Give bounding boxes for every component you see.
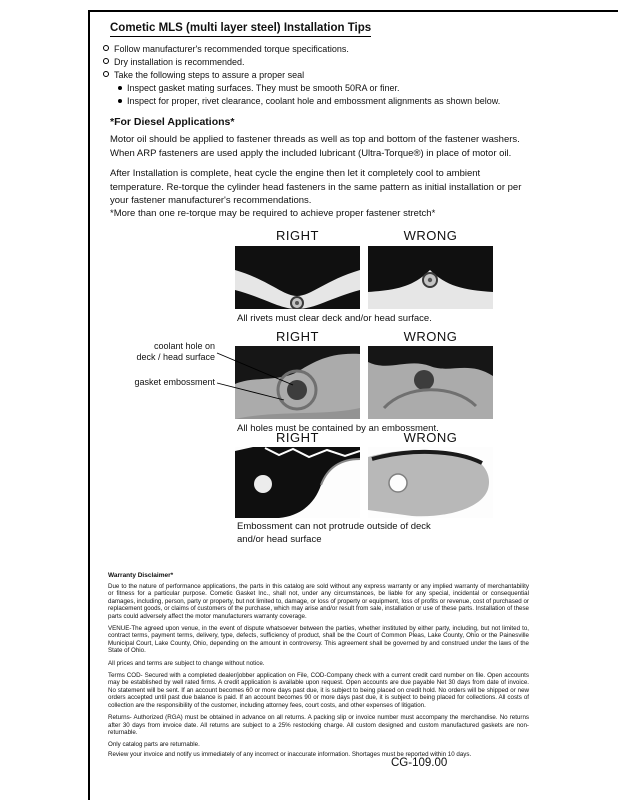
figure-hole-right-image [235, 346, 360, 419]
disclaimer-paragraph: Returns- Authorized (RGA) must be obtained in advance on all returns. A packing slip or invoice number must accompany the merchandise. No returns after 30 days from invoice date. All returns are subject to a 25% restocking charge. All custom designed and custom manufactured gaskets are non-returnable. [108, 714, 529, 736]
diesel-applications-heading: *For Diesel Applications* [110, 116, 235, 128]
diesel-paragraph-2: After Installation is complete, heat cycle the engine then let it completely cool to ambient temperature. Re-torque the cylinder head fasteners in the same pattern as initial installation or per your fastener manufacturer's recommendations. [110, 168, 522, 206]
callout-text: coolant hole on [153, 341, 215, 351]
disclaimer-paragraph: Terms COD- Secured with a completed dealer/jobber application on File, COD-Company check with a current credit card number on file. Open accounts may be established by well rated firms. A credit application is available upon request. Open accounts are due payable Net 30 days from date of invoice. No statement will be sent. If an account becomes 60 or more days past due, it is subject to being placed on credit hold. No orders will be shipped or new orders accepted until past due balance is paid. If an account becomes 90 or more days past due, it is subject to being placed for collections. All costs of collection are the responsibility of the customer, including attorney fees, court costs, and other expenses of litigation. [108, 672, 529, 709]
warranty-disclaimer-heading: Warranty Disclaimer* [108, 572, 174, 579]
figure3-wrong-label: WRONG [403, 430, 458, 445]
disclaimer-paragraph: All prices and terms are subject to change without notice. [108, 659, 265, 667]
figure-hole-wrong-image [368, 346, 493, 419]
disclaimer-paragraph: VENUE-The agreed upon venue, in the event of dispute whatsoever between the parties, whether instituted by either party, including, but not limited to, contract terms, payment terms, delivery, type, defects, sufficiency of product, shall be the Court of Common Pleas, Lake County, Ohio or the Painesville Municipal Court, Lake County, Ohio, depending on the amount in controversy. This agreement shall be governed by and construed under the laws of the State of Ohio. [108, 625, 529, 655]
tip-item [103, 56, 500, 69]
caption-line: Embossment can not protrude outside of deck [237, 521, 431, 532]
tip-subitem [118, 82, 500, 95]
figure1-caption: All rivets must clear deck and/or head surface. [237, 313, 432, 324]
figure-embossment-wrong-image [368, 447, 493, 518]
gasket-embossment-callout [112, 377, 215, 388]
tip-item [103, 69, 500, 82]
hollow-bullet-icon [103, 71, 109, 77]
warranty-disclaimer [108, 572, 529, 763]
diesel-paragraph-1: Motor oil should be applied to fastener threads as well as top and bottom of the fastener washers. When ARP fasteners are used apply the included lubricant (Ultra-Torque®) in place of motor oil. [110, 134, 520, 159]
page-border-left [88, 10, 90, 800]
figure-rivet-right-image [235, 246, 360, 309]
figure3-caption [237, 521, 431, 546]
hollow-bullet-icon [103, 45, 109, 51]
installation-tips-list [103, 43, 500, 108]
filled-bullet-icon [118, 99, 122, 103]
figure-rivet-wrong-image [368, 246, 493, 309]
coolant-hole-callout [112, 341, 215, 363]
tip-text: Inspect gasket mating surfaces. They must be smooth 50RA or finer. [127, 83, 400, 93]
filled-bullet-icon [118, 86, 122, 90]
tip-text: Take the following steps to assure a proper seal [114, 70, 305, 80]
retorque-note: *More than one re-torque may be required to achieve proper fastener stretch* [110, 208, 436, 219]
tip-text: Dry installation is recommended. [114, 57, 245, 67]
tip-text: Follow manufacturer's recommended torque specifications. [114, 44, 349, 54]
tip-text: Inspect for proper, rivet clearance, coolant hole and embossment alignments as shown below. [127, 96, 501, 106]
disclaimer-paragraph: Due to the nature of performance applications, the parts in this catalog are sold without any express warranty or any implied warranty of merchantability or fitness for a particular purpose. Cometic Gasket Inc., shall not, under any circumstances, be liable for any special, incidental or consequential damages, including, person, party or property, but not limited to, damage, or loss of property or equipment, loss of profits or revenue, cost of purchased or replacement goods, or claims of customers of the purchase, which may arise and/or result from sale, installation or use of these parts. Installation of these parts could adversely affect the motor manufacturers warranty coverage. [108, 583, 529, 620]
callout-text: gasket embossment [134, 377, 215, 387]
caption-line: and/or head surface [237, 533, 322, 545]
figure-embossment-right-image [235, 447, 360, 518]
tip-subitem [118, 95, 500, 108]
page-title: Cometic MLS (multi layer steel) Installation Tips [110, 22, 371, 37]
hollow-bullet-icon [103, 58, 109, 64]
figure2-right-label: RIGHT [276, 329, 319, 344]
page-border-top [88, 10, 618, 12]
figure1-wrong-label: WRONG [403, 228, 458, 243]
disclaimer-paragraph: Only catalog parts are returnable. [108, 741, 200, 749]
figure2-wrong-label: WRONG [403, 329, 458, 344]
callout-text: deck / head surface [136, 352, 215, 362]
figure1-right-label: RIGHT [276, 228, 319, 243]
figure3-right-label: RIGHT [276, 430, 319, 445]
tip-item [103, 43, 500, 56]
disclaimer-paragraph: Review your invoice and notify us immediately of any incorrect or inaccurate information. Shortages must be reported within 10 days. [108, 750, 472, 758]
figure2-caption: All holes must be contained by an embossment. [237, 423, 439, 434]
page-number: CG-109.00 [391, 757, 448, 769]
